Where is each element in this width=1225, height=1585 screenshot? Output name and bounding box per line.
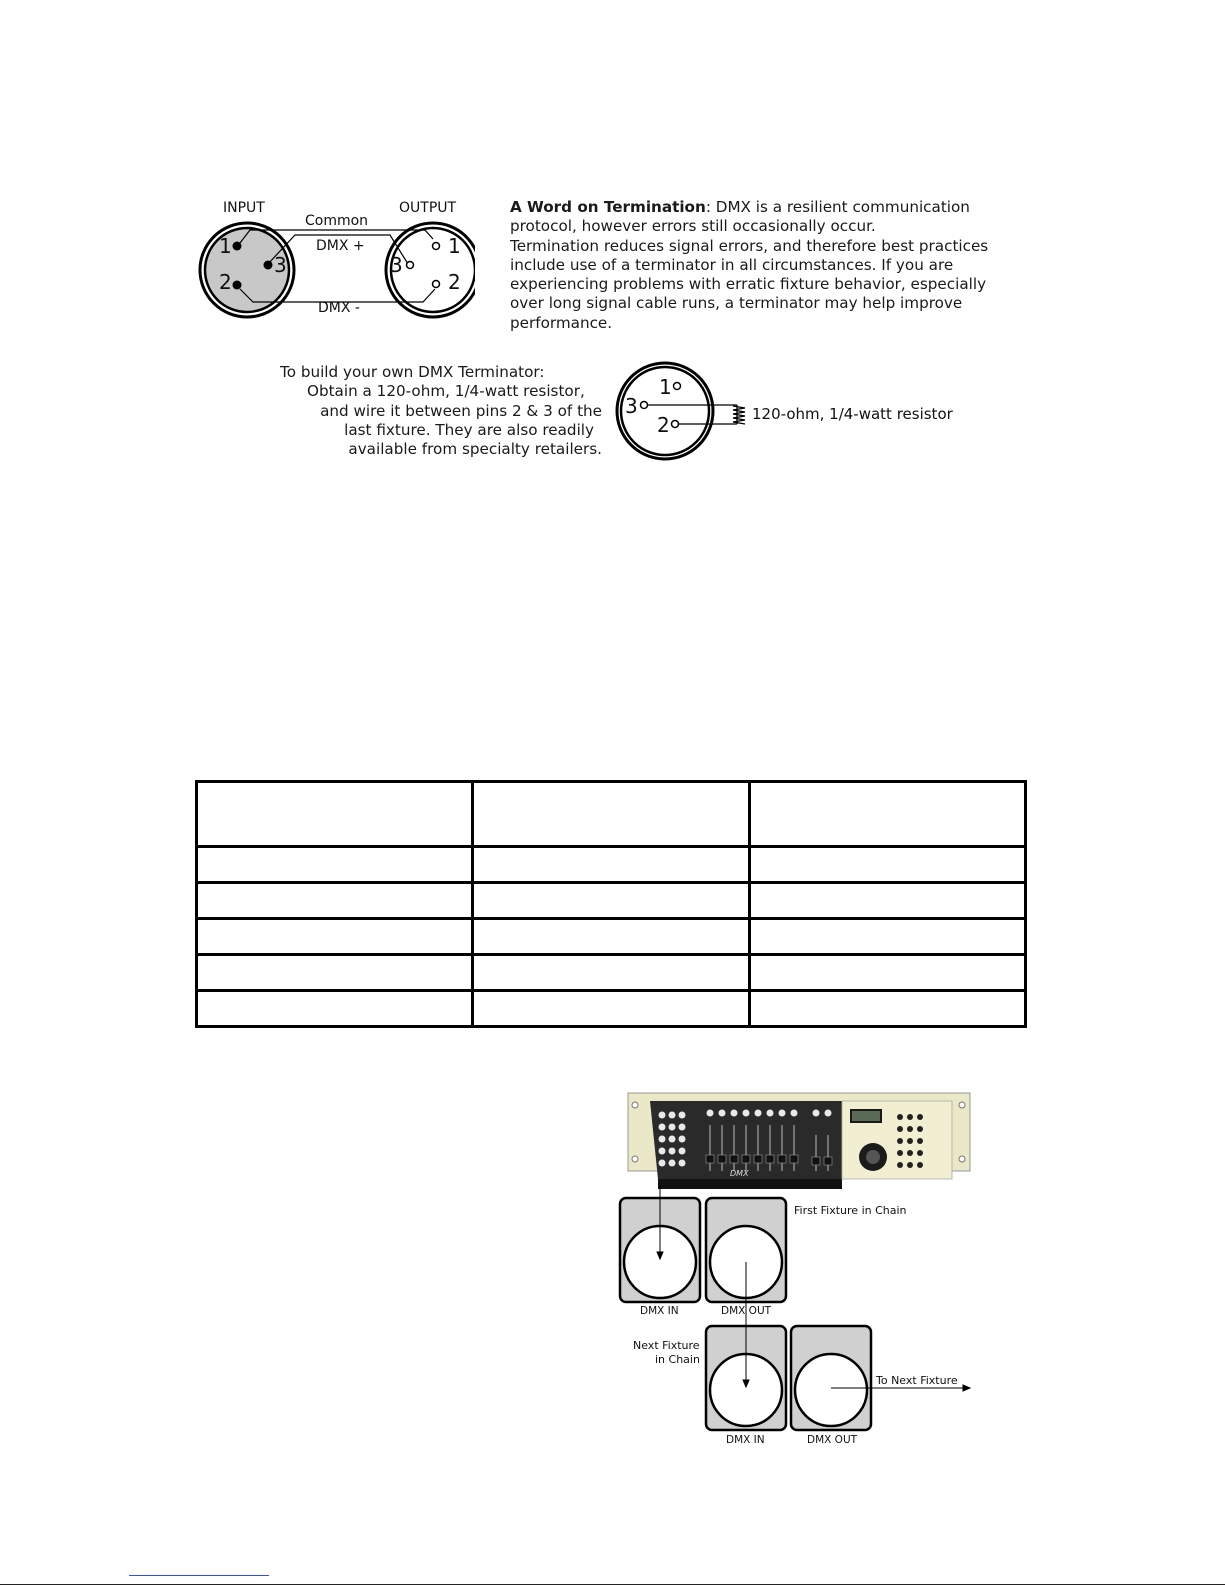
footer-link[interactable] — [129, 1575, 269, 1576]
xlr-wiring-diagram — [195, 195, 475, 335]
termination-paragraph — [510, 198, 1010, 333]
terminator-build-line: available from specialty retailers. — [348, 440, 602, 459]
table-row — [197, 847, 1026, 883]
termination-line: include use of a terminator in all circumstances. If you are — [510, 255, 954, 274]
table-cell — [749, 883, 1025, 919]
table-cell — [473, 991, 749, 1027]
termination-line: Termination reduces signal errors, and therefore best practices — [510, 236, 989, 255]
table-row — [197, 991, 1026, 1027]
next-fixture — [706, 1326, 871, 1430]
termination-heading: A Word on Termination — [510, 198, 706, 216]
table-cell — [749, 991, 1025, 1027]
next-fixture-label: in Chain — [655, 1353, 700, 1366]
svg-text:1: 1 — [448, 234, 461, 258]
table-header-cell — [473, 782, 749, 847]
table-cell — [473, 847, 749, 883]
termination-line: over long signal cable runs, a terminator may help improve — [510, 294, 963, 313]
terminator-build-title: To build your own DMX Terminator: — [280, 363, 545, 381]
dmx-minus-label: DMX - — [318, 300, 360, 316]
table-cell — [473, 883, 749, 919]
termination-line: protocol, however errors still occasionally occur. — [510, 217, 876, 236]
first-fixture — [620, 1198, 786, 1302]
dmx-out-label: DMX OUT — [721, 1305, 772, 1317]
dmx-in-label: DMX IN — [640, 1305, 679, 1317]
table-cell — [197, 847, 473, 883]
dmx-chain-diagram — [610, 1085, 990, 1465]
dmx-in-label: DMX IN — [726, 1434, 765, 1446]
dmx-plus-label: DMX + — [316, 238, 365, 254]
dmx-out-label: DMX OUT — [807, 1434, 858, 1446]
svg-text:2: 2 — [219, 270, 232, 294]
table-header-row — [197, 782, 1026, 847]
first-fixture-label: First Fixture in Chain — [794, 1204, 907, 1217]
terminator-build-instructions — [280, 363, 602, 459]
common-label: Common — [305, 213, 369, 229]
table-row — [197, 919, 1026, 955]
table-header-cell — [749, 782, 1025, 847]
dmx-controller-image — [628, 1093, 970, 1189]
termination-line: performance. — [510, 313, 613, 332]
table-cell — [197, 991, 473, 1027]
resistor-label: 120-ohm, 1/4-watt resistor — [752, 405, 953, 423]
termination-line: experiencing problems with erratic fixture behavior, especially — [510, 275, 987, 294]
terminator-pin-3: 3 — [625, 394, 638, 418]
svg-text:3: 3 — [274, 253, 287, 277]
table-row — [197, 955, 1026, 991]
table-cell — [197, 955, 473, 991]
table-cell — [473, 955, 749, 991]
table-header-cell — [197, 782, 473, 847]
table-cell — [749, 919, 1025, 955]
termination-line: : DMX is a resilient communication — [705, 198, 970, 216]
table-row — [197, 883, 1026, 919]
input-label: INPUT — [223, 200, 265, 216]
terminator-diagram — [615, 360, 985, 465]
svg-text:1: 1 — [219, 234, 232, 258]
output-label: OUTPUT — [399, 200, 457, 216]
table-cell — [473, 919, 749, 955]
table-cell — [197, 883, 473, 919]
svg-text:3: 3 — [390, 253, 403, 277]
svg-text:2: 2 — [448, 270, 461, 294]
terminator-build-line: last fixture. They are also readily — [344, 420, 594, 439]
controller-brand: DMX — [730, 1169, 749, 1178]
terminator-pin-1: 1 — [659, 375, 672, 399]
data-table — [195, 780, 1027, 1028]
to-next-fixture-label: To Next Fixture — [876, 1374, 958, 1387]
terminator-build-line: Obtain a 120-ohm, 1/4-watt resistor, — [307, 382, 585, 401]
terminator-build-line: and wire it between pins 2 & 3 of the — [320, 401, 602, 420]
table-cell — [749, 955, 1025, 991]
terminator-pin-2: 2 — [657, 413, 670, 437]
table-cell — [749, 847, 1025, 883]
table-cell — [197, 919, 473, 955]
next-fixture-label: Next Fixture — [633, 1339, 700, 1352]
